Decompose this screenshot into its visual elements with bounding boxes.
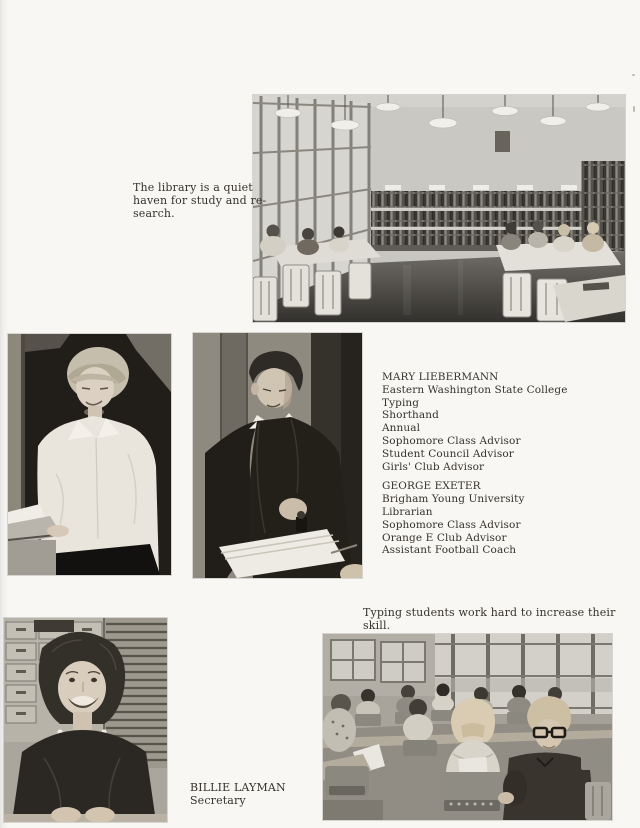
faculty-detail: Girls' Club Advisor [382, 460, 485, 473]
library-photo [253, 95, 625, 322]
portrait-photo-mary-liebermann [8, 334, 171, 575]
caption-line: The library is a quiet [133, 181, 253, 194]
typing-class-photo [323, 634, 612, 820]
dust-speck [633, 106, 635, 112]
faculty-detail: Sophomore Class Advisor [382, 518, 521, 531]
dust-speck [632, 74, 635, 76]
faculty-entry-george-exeter [382, 480, 597, 557]
portrait-photo-george-exeter [193, 333, 362, 578]
typing-caption: Typing students work hard to increase their skill. [363, 606, 616, 632]
faculty-name: GEORGE EXETER [382, 480, 481, 493]
faculty-name: MARY LIEBERMANN [382, 371, 499, 383]
faculty-entry-mary-liebermann [382, 371, 597, 473]
faculty-detail: Annual [382, 422, 421, 435]
faculty-list [382, 371, 597, 557]
secretary-photo-billie-layman [4, 618, 167, 822]
secretary-name: BILLIE LAYMAN [190, 781, 286, 794]
faculty-detail: Librarian [382, 505, 433, 518]
caption-line: search. [133, 207, 175, 220]
faculty-detail: Assistant Football Coach [382, 544, 517, 557]
faculty-detail: Student Council Advisor [382, 447, 514, 460]
secretary-title: Secretary [190, 794, 246, 807]
faculty-detail: Eastern Washington State College [382, 383, 568, 396]
secretary-label [190, 781, 340, 807]
faculty-detail: Orange E Club Advisor [382, 531, 507, 544]
faculty-detail: Sophomore Class Advisor [382, 434, 521, 447]
faculty-detail: Brigham Young University [382, 493, 525, 506]
faculty-detail: Typing [382, 396, 420, 409]
caption-line: haven for study and re- [133, 194, 267, 207]
faculty-detail: Shorthand [382, 409, 439, 422]
library-caption [133, 181, 298, 220]
